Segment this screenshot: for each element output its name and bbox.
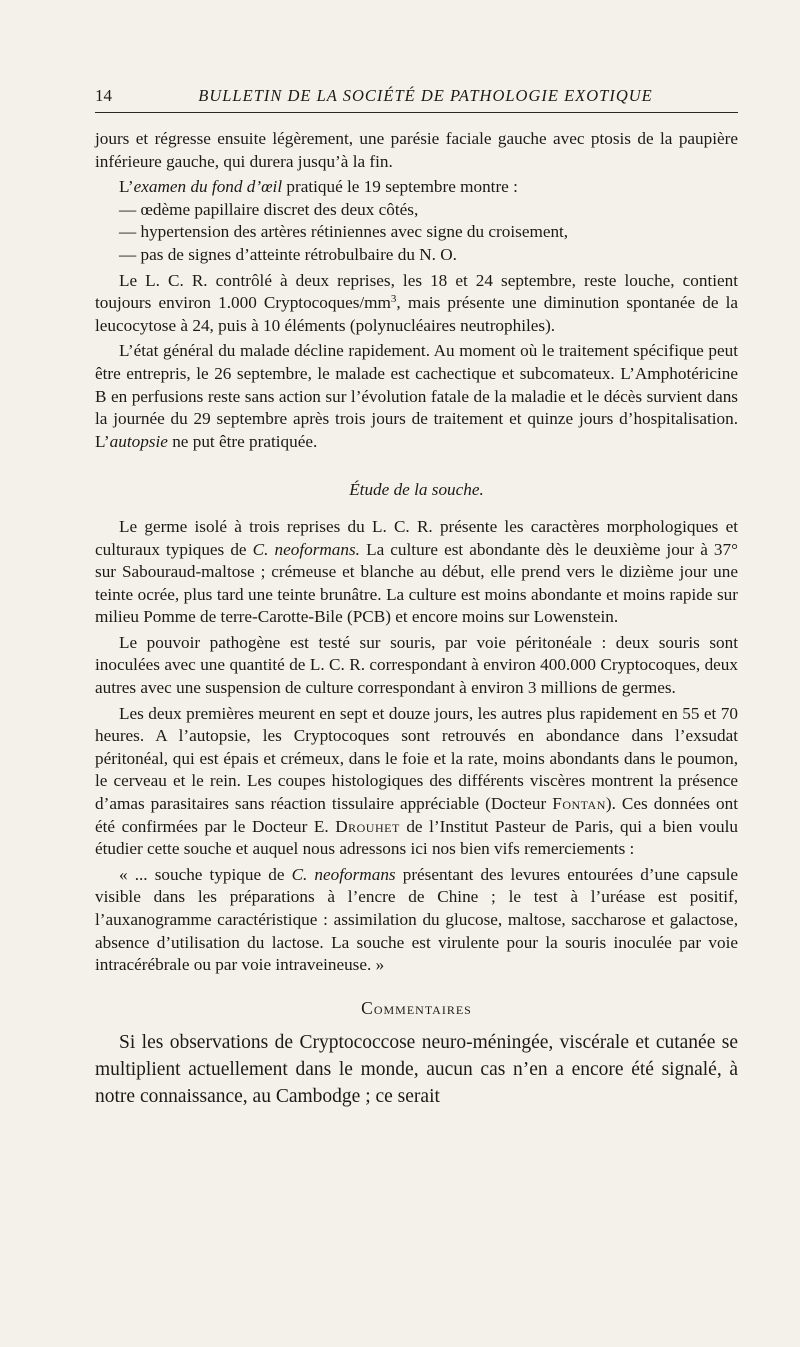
section-heading-strain-study: Étude de la souche. bbox=[349, 480, 484, 500]
author-name-fontan: Fontan bbox=[552, 794, 606, 814]
page-header bbox=[95, 84, 738, 113]
superscript: 3 bbox=[390, 293, 397, 306]
paragraph-fundus-exam: L’examen du fond d’œil pratiqué le 19 septembre montre : bbox=[119, 177, 518, 197]
dash-item: — œdème papillaire discret des deux côtés, bbox=[119, 199, 419, 219]
page-number: 14 bbox=[95, 86, 112, 105]
paragraph-general-state: L’état général du malade décline rapidement. Au moment où le traitement spécifique peut être entrepris, le 26 septembre, le malade est cachectique et subcomateux. L’Amphotéricine B en perfusions reste sans action sur l’évolution fatale de la maladie et le décès survient dans la journée du 29 septembre après trois jours de traitement et quinze jours d’hospitalisation. L’autopsie ne put être pratiquée. bbox=[95, 341, 738, 451]
paragraph-germ: Le germe isolé à trois reprises du L. C. R. présente les caractères morphologiques et culturaux typiques de C. neoformans. La culture est abondante dès le deuxième jour à 37° sur Sabouraud-maltose ; crémeuse et blanche au début, elle prend vers le dizième jour une teinte ocrée, plus tard une teinte brunâtre. La culture est moins abondante et moins rapide sur milieu Pomme de terre-Carotte-Bile (PCB) et encore moins sur Lowenstein. bbox=[95, 516, 738, 627]
author-name-drouhet: Drouhet bbox=[335, 816, 400, 836]
section-heading-comments: Commentaires bbox=[361, 997, 472, 1018]
paragraph-pathogenic-power: Le pouvoir pathogène est testé sur souris, par voie péritonéale : deux souris sont inoculées avec une quantité de L. C. R. correspondant à environ 400.000 Cryptocoques, deux autres avec une suspension de culture correspondant à environ 3 millions de germes. bbox=[95, 632, 738, 698]
dash-item: — hypertension des artères rétiniennes avec signe du croisement, bbox=[119, 222, 569, 242]
paragraph-comments: Si les observations de Cryptococcose neuro-méningée, viscérale et cutanée se multiplient actuellement dans le monde, aucun cas n’en a encore été signalé, à notre connaissance, au Cambodge ; ce serait bbox=[95, 1032, 738, 1108]
paragraph-quotation: « ... souche typique de C. neoformans présentant des levures entourées d’une capsule visible dans les préparations à l’encre de Chine ; le test à l’uréase est positif, l’auxanogramme caractéristique : assimilation du glucose, maltose, saccharose et galactose, absence d’utilisation du lactose. La souche est virulente pour la souris inoculée par voie intracérébrale ou par voie intraveineuse. » bbox=[95, 864, 738, 975]
paragraph-results: Les deux premières meurent en sept et douze jours, les autres plus rapidement en 55 et 70 heures. A l’autopsie, les Cryptocoques sont retrouvés en abondance dans l’exsudat péritonéal, qui est épais et crémeux, dans le foie et la rate, moins abondants dans le poumon, le cerveau et le rein. Les coupes histologiques des différents viscères montrent la présence d’amas parasitaires sans réaction tissulaire appréciable (Docteur Fontan). Ces données ont été confirmées par le Docteur E. Drouhet de l’Institut Pasteur de Paris, qui a bien voulu étudier cette souche et auquel nous adressons ici nos bien vifs remerciements : bbox=[95, 703, 739, 859]
paragraph-continuation: jours et régresse ensuite légèrement, une parésie faciale gauche avec ptosis de la paupière inférieure gauche, qui durera jusqu’à la fin. bbox=[95, 129, 738, 171]
italic-species: C. neoformans. bbox=[252, 539, 360, 559]
italic-term: autopsie bbox=[109, 431, 168, 451]
italic-term: examen du fond d’œil bbox=[133, 177, 283, 197]
running-title: BULLETIN DE LA SOCIÉTÉ DE PATHOLOGIE EXOTIQUE bbox=[198, 86, 653, 105]
dash-item: — pas de signes d’atteinte rétrobulbaire du N. O. bbox=[119, 244, 457, 264]
italic-species: C. neoformans bbox=[291, 864, 396, 884]
paragraph-lcr: Le L. C. R. contrôlé à deux reprises, les 18 et 24 septembre, reste louche, contient toujours environ 1.000 Cryptocoques/$mm^3$, mais présente une diminution spontanée de la leucocytose à 24, puis à 10 éléments (polynucléaires neutrophiles). bbox=[95, 270, 738, 335]
article-body bbox=[95, 128, 738, 1110]
